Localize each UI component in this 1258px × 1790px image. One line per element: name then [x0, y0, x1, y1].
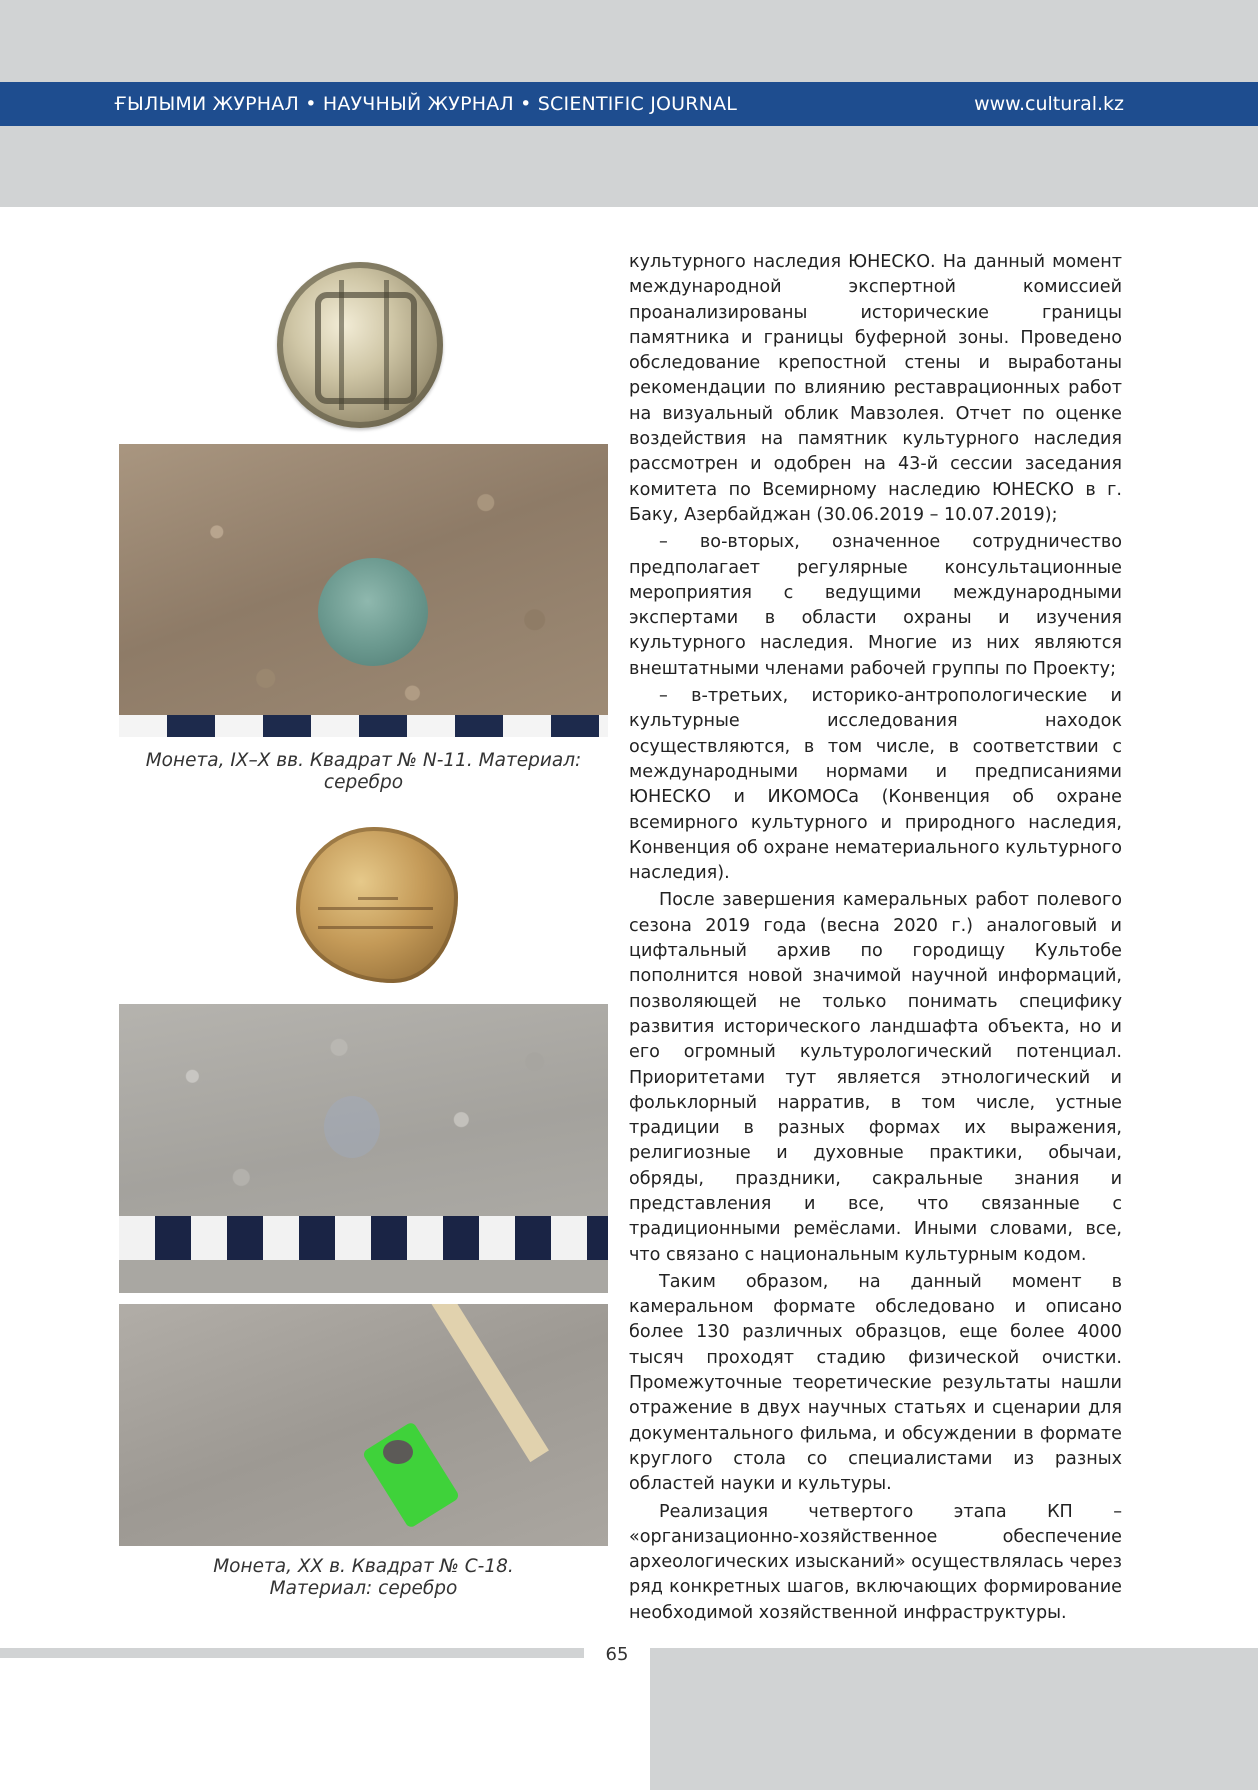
- scale-ruler-2: [119, 1216, 608, 1260]
- coin-emblem-detail: [339, 280, 389, 410]
- excavation-photo-2: [119, 1004, 608, 1293]
- coin-inscription-mark: [318, 907, 433, 929]
- journal-titles: ҒЫЛЫМИ ЖУРНАЛ • НАУЧНЫЙ ЖУРНАЛ • SCIENTIFIC JOURNAL: [114, 93, 738, 115]
- paragraph: Таким образом, на данный момент в камеральном формате обследовано и описано более 130 различных образцов, еще более 4000 тысяч проходят стадию физической очистки. Промежуточные теоретические результаты нашли отражение в двух научных статьях и сценарии для документального фильма, и обсуждении в формате круглого стола со специалистами из разных областей науки и культуры.: [629, 1271, 1122, 1495]
- footer-rule: [0, 1648, 584, 1658]
- figure-caption-2-line2: Материал: серебро: [269, 1578, 458, 1599]
- paragraph: – в-третьих, историко-антропологические и культурные исследования находок осуществляются, в том числе, в соответствии с международными нормами и предписаниями ЮНЕСКО и ИКОМОСа (Конвенция об охране всемирного культурного и природного наследия, Конвенция об охране нематериального культурного наследия).: [629, 686, 1122, 884]
- journal-website: www.cultural.kz: [974, 93, 1124, 115]
- paragraph: Реализация четвертого этапа КП – «организационно-хозяйственное обеспечение археологических изысканий» осуществлялась через ряд конкретных шагов, включающих формирование необходимой хозяйственной инфраструктуры.: [629, 1501, 1122, 1623]
- soil-band: [119, 1260, 608, 1293]
- paragraph: – во-вторых, означенное сотрудничество предполагает регулярные консультационные мероприятия с ведущими международными экспертами в области охраны и изучения культурного наследия. Многие из них являются внештатными членами рабочей группы по Проекту;: [629, 532, 1122, 679]
- broom-brush: [362, 1421, 461, 1529]
- excavation-photo-3: [119, 1304, 608, 1546]
- excavation-photo-1: [119, 444, 608, 737]
- figure-caption-2: [119, 1556, 608, 1600]
- paragraph: культурного наследия ЮНЕСКО. На данный момент международной экспертной комиссией проанализированы исторические границы памятника и границы буферной зоны. Проведено обследование крепостной стены и выработаны рекомендации по влиянию реставрационных работ на визуальный облик Мавзолея. Отчет по оценке воздействия на памятник культурного наследия рассмотрен и одобрен на 43-й сессии заседания комитета по Всемирному наследию ЮНЕСКО в г. Баку, Азербайджан (30.06.2019 – 10.07.2019);: [629, 252, 1122, 525]
- figure-caption-1: Монета, IX–X вв. Квадрат № N-11. Материал: серебро: [145, 750, 582, 793]
- footer-block: [650, 1648, 1258, 1790]
- coin-photo-2: [296, 827, 458, 983]
- broom-handle: [419, 1304, 549, 1462]
- coin-photo-1: [277, 262, 443, 428]
- paragraph: После завершения камеральных работ полевого сезона 2019 года (весна 2020 г.) аналоговый и цифтальный архив по городищу Культобе пополнится новой значимой научной информаций, позволяющей не только понимать специфику развития исторического ландшафта объекта, но и его огромный культурологический потенциал. Приоритетами тут является этнологический и фольклорный нарратив, в том числе, устные традиции в разных формах их выражения, религиозные и духовные практики, обычаи, обряды, праздники, сакральные знания и представления и все, что связанные с традиционными ремёслами. Иными словами, все, что связано с национальным культурным кодом.: [629, 890, 1122, 1265]
- page-number: 65: [605, 1644, 629, 1665]
- journal-header: [0, 82, 1258, 126]
- coin-in-soil-3: [383, 1440, 413, 1464]
- article-body: [629, 250, 1122, 1628]
- coin-in-soil-1: [318, 558, 428, 666]
- scale-ruler-1: [119, 715, 608, 737]
- coin-in-soil-2: [324, 1096, 380, 1158]
- figure-caption-2-line1: Монета, XX в. Квадрат № С-18.: [213, 1556, 514, 1577]
- coin-denomination-mark: [358, 875, 398, 900]
